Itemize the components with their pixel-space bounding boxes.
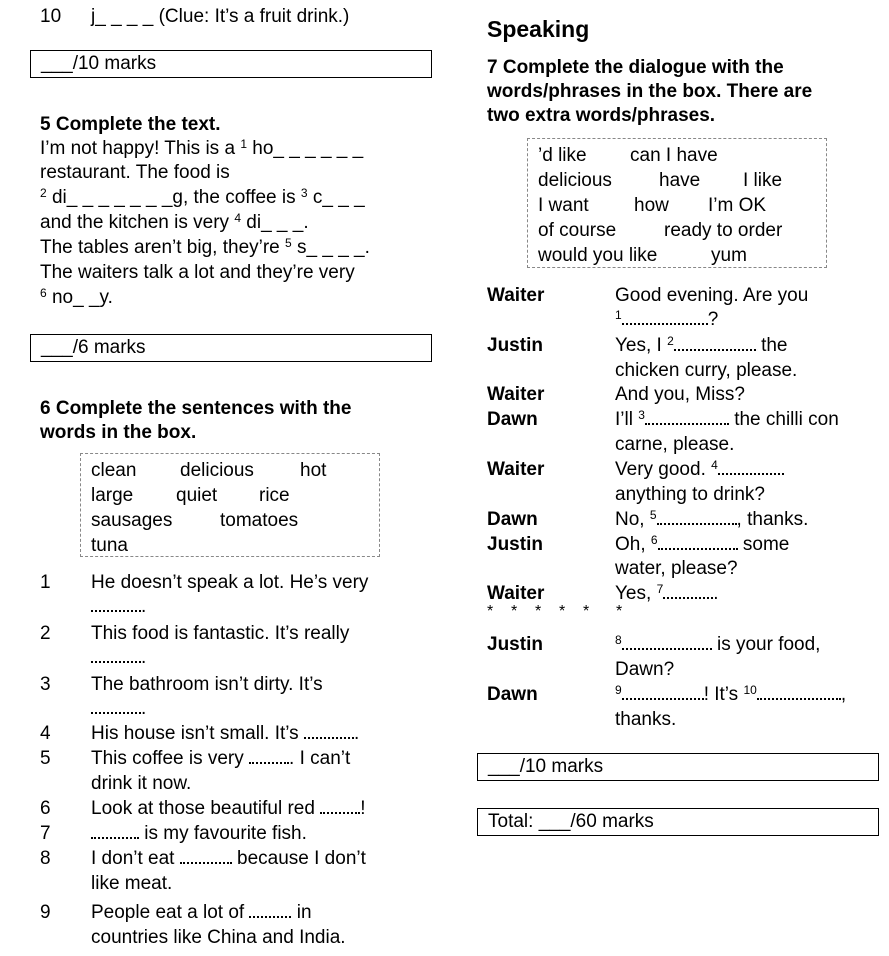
ex6-item-1-blank: . (91, 594, 146, 619)
blank-6[interactable] (320, 798, 360, 814)
dialogue-blank-6[interactable] (658, 534, 738, 550)
ex6-item-2-number: 2 (40, 623, 51, 644)
dialogue-1-blank-line: $^1$ ? (615, 308, 719, 330)
ex6-item-5-text: This coffee is very . I can’t (91, 748, 351, 769)
dialogue-9-text: $^8$ is your food, (615, 633, 821, 655)
phrase-of-course: of course (538, 220, 617, 241)
ex6-item-3-text: The bathroom isn’t dirty. It’s (91, 674, 323, 695)
role-waiter-3: Waiter (487, 459, 545, 480)
word-rice: rice (259, 485, 290, 506)
phrase-d-like: ’d like (538, 145, 587, 166)
dialogue-blank-9[interactable] (622, 684, 704, 700)
blank-1[interactable] (91, 596, 141, 612)
phrase-i-want: I want (538, 195, 589, 216)
ex5-text-line-7: $^6$ no_ _y. (40, 286, 113, 308)
word-sausages: sausages (91, 510, 173, 531)
dialogue-blank-10[interactable] (757, 684, 841, 700)
dialogue-1-text: Good evening. Are you (615, 285, 809, 306)
dialogue-blank-8[interactable] (622, 634, 712, 650)
total-marks-box (477, 808, 879, 836)
ex6-item-2-text: This food is fantastic. It’s really (91, 623, 350, 644)
ex6-item-9-text: People eat a lot of in (91, 902, 312, 923)
blank-4[interactable] (304, 723, 354, 739)
ex4-item-10-number: 10 (40, 6, 62, 27)
dialogue-2-text-cont: chicken curry, please. (615, 360, 798, 381)
blank-3[interactable] (91, 698, 141, 714)
phrase-can-i-have: can I have (630, 145, 718, 166)
role-justin-2: Justin (487, 534, 543, 555)
phrase-would-you-like: would you like (538, 245, 658, 266)
ex5-text-line-2: restaurant. The food is (40, 162, 230, 183)
ex5-heading: 5 Complete the text. (40, 114, 221, 135)
ex6-item-4-number: 4 (40, 723, 51, 744)
ex6-item-5-text-cont: drink it now. (91, 773, 192, 794)
phrase-ready-to-order: ready to order (664, 220, 783, 241)
ex6-heading-line-1: 6 Complete the sentences with the (40, 398, 352, 419)
role-waiter-1: Waiter (487, 285, 545, 306)
ex6-item-9-text-cont: countries like China and India. (91, 927, 346, 948)
ex6-item-6-number: 6 (40, 798, 51, 819)
role-dawn-2: Dawn (487, 509, 538, 530)
ex6-item-1-text: He doesn’t speak a lot. He’s very (91, 572, 369, 593)
word-tuna: tuna (91, 535, 128, 556)
phrase-how: how (634, 195, 669, 216)
role-dawn-1: Dawn (487, 409, 538, 430)
word-quiet: quiet (176, 485, 218, 506)
dialogue-7-text: Oh, $^6$ some (615, 533, 790, 555)
dialogue-5-text: Very good. $^4$ (615, 457, 784, 482)
dialogue-8-text: Yes, $^7$ . (615, 582, 719, 604)
ex6-item-2-blank: . (91, 645, 146, 670)
ex7-marks-box (477, 753, 879, 781)
role-justin-3: Justin (487, 634, 543, 655)
dialogue-9-text-cont: Dawn? (615, 659, 675, 680)
ex6-word-box (80, 453, 380, 557)
section-title: Speaking (487, 16, 590, 42)
role-justin-1: Justin (487, 335, 543, 356)
dialogue-blank-3[interactable] (645, 409, 729, 425)
blank-5[interactable] (249, 748, 289, 764)
ex6-item-8-number: 8 (40, 848, 51, 869)
dialogue-10-text: $^9$ ! It’s $^{10}$ , (615, 683, 847, 705)
phrase-im-ok: I’m OK (708, 195, 767, 216)
phrase-have: have (659, 170, 701, 191)
blank-8[interactable] (180, 848, 232, 864)
ex7-heading-line-1: 7 Complete the dialogue with the (487, 57, 784, 78)
blank-2[interactable] (91, 647, 141, 663)
ex5-text-line-5: The tables aren’t big, they’re $^5$ s_ _ _ _. (40, 236, 370, 258)
ex6-item-3-blank: . (91, 696, 146, 721)
ex6-item-3-number: 3 (40, 674, 51, 695)
word-tomatoes: tomatoes (220, 510, 299, 531)
ex4-marks-box (30, 50, 432, 78)
ex4-marks: ___/10 marks (41, 53, 157, 74)
dialogue-blank-7[interactable] (663, 583, 713, 599)
ex6-item-9-number: 9 (40, 902, 51, 923)
ex6-item-4-text: His house isn’t small. It’s . (91, 723, 360, 744)
ex6-item-6-text: Look at those beautiful red ! (91, 798, 366, 819)
dialogue-4-text: I’ll $^3$ the chilli con (615, 408, 839, 430)
word-clean: clean (91, 460, 137, 481)
ex5-text-line-6: The waiters talk a lot and they’re very (40, 262, 355, 283)
word-hot: hot (300, 460, 327, 481)
ex4-item-10-text: j_ _ _ _ (Clue: It’s a fruit drink.) (91, 6, 350, 27)
ex6-item-7-number: 7 (40, 823, 51, 844)
dialogue-6-text: No, $^5$ , thanks. (615, 508, 809, 530)
ex7-heading-line-3: two extra words/phrases. (487, 105, 716, 126)
dialogue-blank-4[interactable] (718, 459, 784, 475)
dialogue-2-text: Yes, I $^2$ the (615, 334, 788, 356)
ex7-word-box (527, 138, 827, 268)
ex7-heading-line-2: words/phrases in the box. There are (487, 81, 813, 102)
ex6-item-8-text-cont: like meat. (91, 873, 173, 894)
word-delicious: delicious (180, 460, 254, 481)
ex6-item-7-text: is my favourite fish. (91, 821, 307, 846)
ex6-item-8-text: I don’t eat because I don’t (91, 848, 366, 869)
ex5-marks-box (30, 334, 432, 362)
role-dawn-3: Dawn (487, 684, 538, 705)
ex7-marks: ___/10 marks (488, 756, 604, 777)
role-waiter-4: Waiter (487, 583, 545, 604)
total-marks: Total: ___/60 marks (488, 811, 654, 832)
blank-9[interactable] (249, 902, 291, 918)
ex5-text-line-4: and the kitchen is very $^4$ di_ _ _. (40, 211, 309, 233)
dialogue-blank-5[interactable] (657, 509, 737, 525)
dialogue-3-text: And you, Miss? (615, 384, 745, 405)
ex5-text-line-1: I’m not happy! This is a $^1$ ho_ _ _ _ _ _ (40, 137, 364, 159)
blank-7[interactable] (91, 823, 139, 839)
dialogue-blank-2[interactable] (674, 335, 756, 351)
dialogue-4-text-cont: carne, please. (615, 434, 735, 455)
dialogue-7-text-cont: water, please? (615, 558, 738, 579)
ex6-heading-line-2: words in the box. (40, 422, 197, 443)
role-waiter-2: Waiter (487, 384, 545, 405)
ex6-item-1-number: 1 (40, 572, 51, 593)
word-large: large (91, 485, 134, 506)
dialogue-5-text-cont: anything to drink? (615, 484, 765, 505)
phrase-yum: yum (711, 245, 747, 266)
phrase-i-like: I like (743, 170, 783, 191)
ex6-item-5-number: 5 (40, 748, 51, 769)
dialogue-10-text-cont: thanks. (615, 709, 677, 730)
ex5-marks: ___/6 marks (41, 337, 146, 358)
dialogue-blank-1[interactable] (622, 309, 708, 325)
ex5-text-line-3: $^2$ di_ _ _ _ _ _ _g, the coffee is $^3$ c_ _ _ (40, 186, 365, 208)
phrase-delicious: delicious (538, 170, 612, 191)
